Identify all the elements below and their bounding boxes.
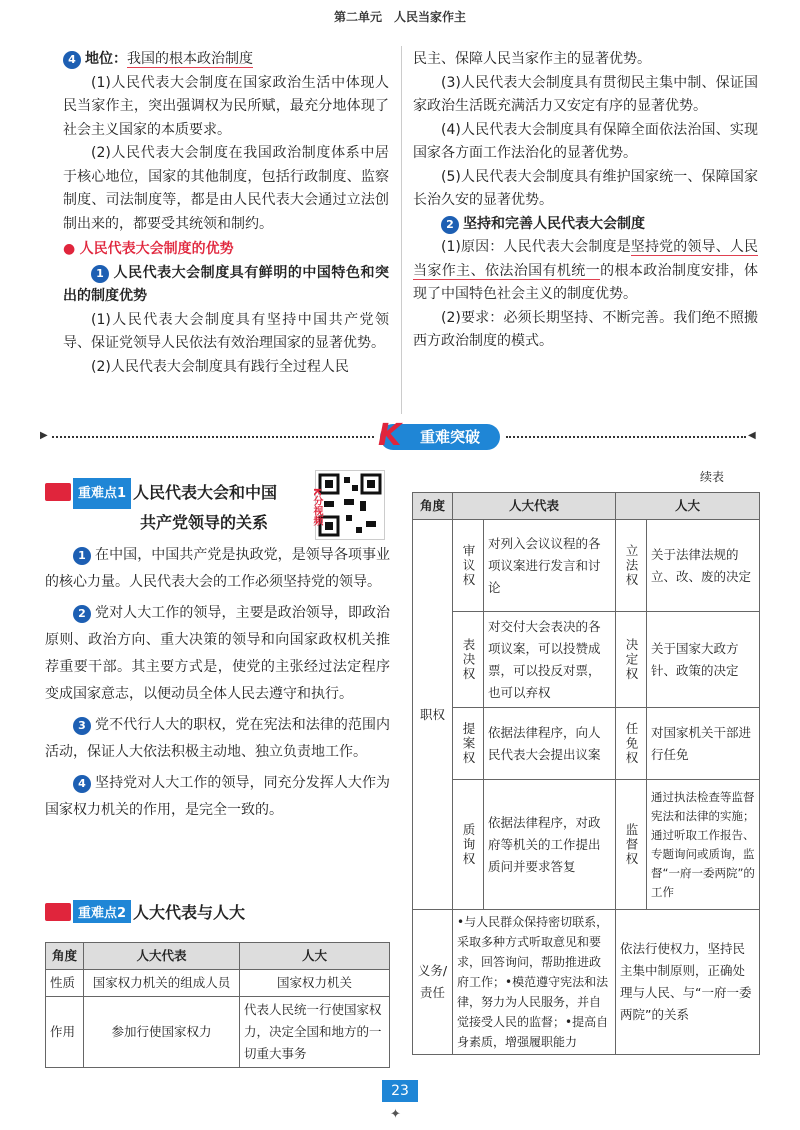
book-icon xyxy=(45,903,71,921)
table-row xyxy=(46,970,390,997)
advantage-1-title: 人民代表大会制度具有鲜明的中国特色和突出的制度优势 xyxy=(63,264,389,304)
key2-tag: 重难点2 xyxy=(73,900,131,923)
table-header-cell: 人大 xyxy=(616,493,760,520)
table-cell: 对交付大会表决的各项议案，可以投赞成票，可以投反对票，也可以弃权 xyxy=(484,612,616,708)
running-header: 第二单元 人民当家作主 xyxy=(333,10,466,24)
continued-caption: 续表 xyxy=(700,470,725,484)
key1-heading-2: 共产党领导的关系 xyxy=(140,513,269,532)
table-cell: 任免权 xyxy=(616,708,647,780)
position-p2: (2)人民代表大会制度在我国政治制度体系中居于核心地位，国家的其他制度，包括行政制度、监察制度、司法制度等，都是由人民代表大会通过立法创制出来的，都要受其统领和制约。 xyxy=(63,145,389,232)
position-heading xyxy=(63,48,389,72)
num-badge: 3 xyxy=(73,717,91,735)
key1-p2-text: 党对人大工作的领导，主要是政治领导，即政治原则、政治方向、重大决策的领导和向国家政权机关推荐重要干部。其主要方式是，使党的主张经过法定程序变成国家意志，以便动员全体人民去遵守和执行。 xyxy=(45,605,390,702)
table-cell: 对国家机关干部进行任免 xyxy=(647,708,760,780)
table-cell: 对列入会议议程的各项议案进行发言和讨论 xyxy=(484,520,616,612)
key1-p3 xyxy=(45,712,390,766)
num-badge: 2 xyxy=(73,605,91,623)
book-icon xyxy=(45,483,71,501)
right-dots xyxy=(506,436,746,438)
key1-tag: 重难点1 xyxy=(73,478,131,509)
requirement-paragraph: (2)要求：必须长期坚持、不断完善。我们绝不照搬西方政治制度的模式。 xyxy=(413,309,758,349)
left-dots xyxy=(52,436,374,438)
table-cell: 立法权 xyxy=(616,520,647,612)
key1-p1 xyxy=(45,542,390,596)
key1-p3-text: 党不代行人大的职权，党在宪法和法律的范围内活动，保证人大依法积极主动地、独立负责地工作。 xyxy=(45,717,390,760)
powers-table xyxy=(412,492,760,1055)
right-p3: (3)人民代表大会制度具有贯彻民主集中制、保证国家政治生活既充满活力又安定有序的显著优势。 xyxy=(413,74,758,114)
qr-code-icon xyxy=(316,471,384,539)
key2-title: 人大代表与人大 xyxy=(133,903,246,922)
table-cell: 决定权 xyxy=(616,612,647,708)
table-row xyxy=(413,520,760,612)
table-cell: 提案权 xyxy=(453,708,484,780)
table-cell: 关于法律法规的立、改、废的决定 xyxy=(647,520,760,612)
table-header-cell: 人大代表 xyxy=(453,493,616,520)
table-cell: 表决权 xyxy=(453,612,484,708)
bird-icon: ✦ xyxy=(390,1107,401,1122)
table-cell: 作用 xyxy=(46,997,84,1068)
num-badge: 4 xyxy=(73,775,91,793)
key1-p2 xyxy=(45,600,390,708)
table-header-cell: 人大 xyxy=(240,943,390,970)
table-cell: 国家权力机关的组成人员 xyxy=(84,970,240,997)
reason-b: 坚持党的领导、人民当家作主、依法治国有机统一 xyxy=(413,239,758,279)
section-banner xyxy=(40,418,760,453)
key1-p1-text: 在中国，中国共产党是执政党，是领导各项事业的核心力量。人民代表大会的工作必须坚持党的领导。 xyxy=(45,547,390,590)
qr-caption: K分视频 xyxy=(311,488,322,526)
advantage-1-heading xyxy=(63,262,389,309)
reason-c: 的根本政治制度安排，体现了中国特色社会主义的制度优势。 xyxy=(413,262,759,302)
table-header-cell: 角度 xyxy=(413,493,453,520)
table-header-cell: 角度 xyxy=(46,943,84,970)
advantage-p1: (1)人民代表大会制度具有坚持中国共产党领导、保证党领导人民依法有效治理国家的显著优势。 xyxy=(63,311,389,351)
right-p5: (5)人民代表大会制度具有维护国家统一、保障国家长治久安的显著优势。 xyxy=(413,168,758,208)
table-cell: •与人民群众保持密切联系，采取多种方式听取意见和要求，回答询问，帮助推进政府工作；•模范遵守宪法和法律，努力为人民服务，并自觉接受人民的监督；•提高自身素质，增强履职能力 xyxy=(453,910,616,1055)
num-badge: 1 xyxy=(73,547,91,565)
table-cell: 依据法律程序，向人民代表大会提出议案 xyxy=(484,708,616,780)
table-header-row xyxy=(46,943,390,970)
position-label: 地位： xyxy=(85,51,127,67)
qr-code[interactable] xyxy=(315,470,385,540)
column-divider xyxy=(401,46,402,414)
advantage-p2: (2)人民代表大会制度具有践行全过程人民 xyxy=(91,358,349,375)
right-p4: (4)人民代表大会制度具有保障全面依法治国、实现国家各方面工作法治化的显著优势。 xyxy=(413,121,758,161)
table-cell: 国家权力机关 xyxy=(240,970,390,997)
key1-title-1: 人民代表大会和中国 xyxy=(133,483,278,502)
table-cell: 依法行使权力，坚持民主集中制原则，正确处理与人民、与“一府一委两院”的关系 xyxy=(616,910,760,1055)
num-badge: 2 xyxy=(441,216,459,234)
table-cell: 义务/责任 xyxy=(413,910,453,1055)
table-header-cell: 人大代表 xyxy=(84,943,240,970)
num-badge: 1 xyxy=(91,265,109,283)
table-row xyxy=(413,910,760,1055)
advantage-title: 人民代表大会制度的优势 xyxy=(79,241,234,257)
position-title: 我国的根本政治制度 xyxy=(127,51,253,67)
reason-paragraph xyxy=(413,236,758,307)
table-cell: 关于国家大政方针、政策的决定 xyxy=(647,612,760,708)
table-row xyxy=(413,612,760,708)
right-cont: 民主、保障人民当家作主的显著优势。 xyxy=(413,51,651,67)
key1-p4-text: 坚持党对人大工作的领导，同充分发挥人大作为国家权力机关的作用，是完全一致的。 xyxy=(45,775,390,818)
table-cell: 监督权 xyxy=(616,780,647,910)
page-number: 23 xyxy=(382,1080,418,1102)
table-row xyxy=(46,997,390,1068)
table-header-row xyxy=(413,493,760,520)
table-row xyxy=(413,780,760,910)
right-top-column xyxy=(413,48,758,354)
table-cell: 质询权 xyxy=(453,780,484,910)
right-arrow-icon: ◀ xyxy=(748,430,756,441)
uphold-heading xyxy=(413,213,758,237)
left-arrow-icon: ▶ xyxy=(40,430,48,441)
banner-k-letter: K xyxy=(378,418,402,453)
table-cell: 性质 xyxy=(46,970,84,997)
position-p1: (1)人民代表大会制度在国家政治生活中体现人民当家作主，突出强调权为民所赋，最充分地体现了社会主义国家的本质要求。 xyxy=(63,74,389,138)
table-cell: 通过执法检查等监督宪法和法律的实施；通过听取工作报告、专题询问或质询，监督“一府一委两院”的工作 xyxy=(647,780,760,910)
table-row xyxy=(413,708,760,780)
uphold-title: 坚持和完善人民代表大会制度 xyxy=(463,215,645,232)
advantage-heading: ● 人民代表大会制度的优势 xyxy=(63,241,234,257)
key2-heading xyxy=(45,900,245,923)
num-badge: 4 xyxy=(63,51,81,69)
table-cell: 审议权 xyxy=(453,520,484,612)
table-cell: 依据法律程序，对政府等机关的工作提出质问并要求答复 xyxy=(484,780,616,910)
table-cell: 代表人民统一行使国家权力，决定全国和地方的一切重大事务 xyxy=(240,997,390,1068)
rep-vs-npc-table xyxy=(45,942,390,1068)
left-top-column xyxy=(63,48,389,379)
banner-badge: 重难突破 xyxy=(380,424,500,450)
key1-p4 xyxy=(45,770,390,824)
table-cell: 参加行使国家权力 xyxy=(84,997,240,1068)
table-cell: 职权 xyxy=(413,520,453,910)
reason-a: (1)原因：人民代表大会制度是 xyxy=(441,239,631,255)
